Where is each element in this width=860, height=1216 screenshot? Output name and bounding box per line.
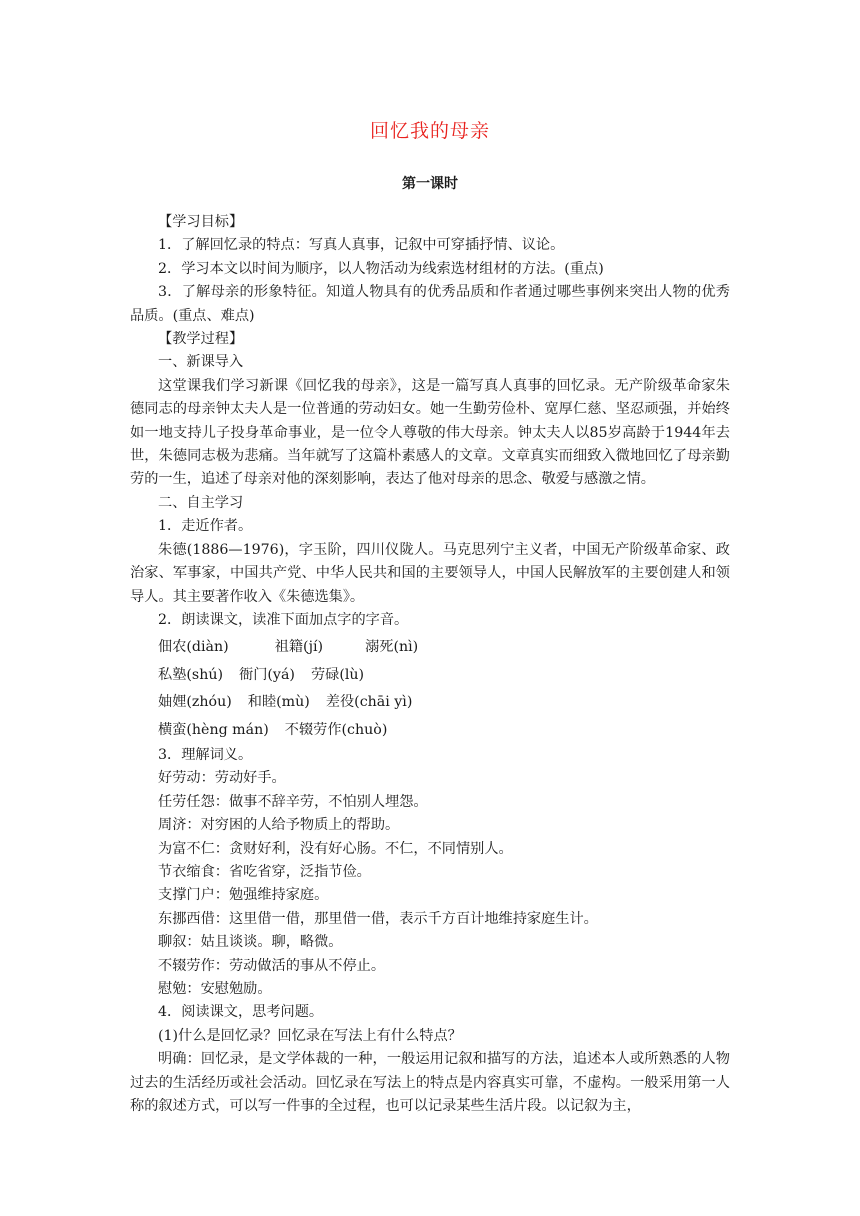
pinyin-list bbox=[130, 636, 730, 742]
page-title: 回忆我的母亲 bbox=[369, 120, 490, 142]
pinyin-item: 和睦(mù) bbox=[247, 694, 310, 711]
pinyin-item: 差役(chāi yì) bbox=[325, 694, 413, 711]
question-subtitle: (1)什么是回忆录？回忆录在写法上有什么特点？ bbox=[158, 1027, 462, 1044]
pinyin-item: 溺死(nì) bbox=[365, 639, 419, 656]
process-heading: 【教学过程】 bbox=[158, 331, 244, 348]
vocab-item: 好劳动：劳动好手。 bbox=[158, 770, 286, 787]
answer-paragraph: 明确：回忆录，是文学体裁的一种，一般运用记叙和描写的方法，追述本人或所熟悉的人物过去的生活经历或社会活动。回忆录在写法上的特点是内容真实可靠，不虚构。一般采用第一人称的叙述方式，可以写一件事的全过程，也可以记录某些生活片段。以记叙为主， bbox=[130, 1051, 730, 1115]
document-body bbox=[130, 211, 730, 1118]
vocab-item: 不辍劳作：劳动做活的事从不停止。 bbox=[158, 957, 386, 974]
vocab-item: 慰勉：安慰勉励。 bbox=[158, 981, 272, 997]
pinyin-row bbox=[158, 636, 730, 659]
goal-item: 1．了解回忆录的特点：写真人真事，记叙中可穿插抒情、议论。 bbox=[158, 237, 565, 254]
vocab-item: 东挪西借：这里借一借，那里借一借，表示千方百计地维持家庭生计。 bbox=[158, 910, 598, 927]
pinyin-row bbox=[158, 719, 730, 742]
vocab-item: 支撑门户：勉强维持家庭。 bbox=[158, 887, 329, 904]
vocab-item: 为富不仁：贪财好利，没有好心肠。不仁，不同情别人。 bbox=[158, 840, 513, 857]
lesson-subtitle: 第一课时 bbox=[402, 176, 458, 192]
pinyin-item: 佃农(diàn) bbox=[158, 639, 229, 656]
section-title: 二、自主学习 bbox=[158, 494, 244, 511]
vocab-item: 任劳任怨：做事不辞辛劳，不怕别人埋怨。 bbox=[158, 793, 428, 810]
author-paragraph: 朱德(1886—1976)，字玉阶，四川仪陇人。马克思列宁主义者，中国无产阶级革命家、政治家、军事家，中国共产党、中华人民共和国的主要领导人，中国人民解放军的主要创建人和领导人。其主要著作收入《朱德选集》。 bbox=[130, 541, 730, 605]
pinyin-row bbox=[158, 664, 730, 687]
goal-item: 2．学习本文以时间为顺序，以人物活动为线索选材组材的方法。(重点) bbox=[158, 260, 604, 277]
pinyin-item: 劳碌(lù) bbox=[310, 666, 365, 683]
vocabulary-list bbox=[130, 767, 730, 1001]
question-title: 1．走近作者。 bbox=[158, 518, 253, 535]
goal-item: 3．了解母亲的形象特征。知道人物具有的优秀品质和作者通过哪些事例来突出人物的优秀品质。(重点、难点) bbox=[130, 284, 730, 324]
question-title: 2．朗读课文，读准下面加点字的字音。 bbox=[158, 611, 409, 628]
pinyin-row bbox=[158, 691, 730, 714]
question-title: 3．理解词义。 bbox=[158, 746, 253, 763]
pinyin-item: 祖籍(jí) bbox=[274, 639, 324, 656]
intro-paragraph: 这堂课我们学习新课《回忆我的母亲》，这是一篇写真人真事的回忆录。无产阶级革命家朱德同志的母亲钟太夫人是一位普通的劳动妇女。她一生勤劳俭朴、宽厚仁慈、坚忍顽强，并始终如一地支持儿子投身革命事业，是一位令人尊敬的伟大母亲。钟太夫人以85岁高龄于1944年去世，朱德同志极为悲痛。当年就写了这篇朴素感人的文章。文章真实而细致入微地回忆了母亲勤劳的一生，追述了母亲对他的深刻影响，表达了他对母亲的思念、敬爱与感激之情。 bbox=[130, 377, 730, 488]
section-title: 一、新课导入 bbox=[158, 354, 244, 371]
pinyin-item: 衙门(yá) bbox=[239, 666, 295, 683]
pinyin-item: 私塾(shú) bbox=[158, 666, 224, 683]
question-title: 4．阅读课文，思考问题。 bbox=[158, 1004, 324, 1021]
goals-heading: 【学习目标】 bbox=[158, 214, 244, 230]
pinyin-item: 不辍劳作(chuò) bbox=[284, 721, 388, 738]
vocab-item: 聊叙：姑且谈谈。聊，略微。 bbox=[158, 934, 343, 951]
vocab-item: 节衣缩食：省吃省穿，泛指节俭。 bbox=[158, 863, 371, 880]
pinyin-item: 横蛮(hèng mán) bbox=[158, 721, 269, 738]
vocab-item: 周济：对穷困的人给予物质上的帮助。 bbox=[158, 817, 400, 834]
pinyin-item: 妯娌(zhóu) bbox=[158, 694, 232, 711]
